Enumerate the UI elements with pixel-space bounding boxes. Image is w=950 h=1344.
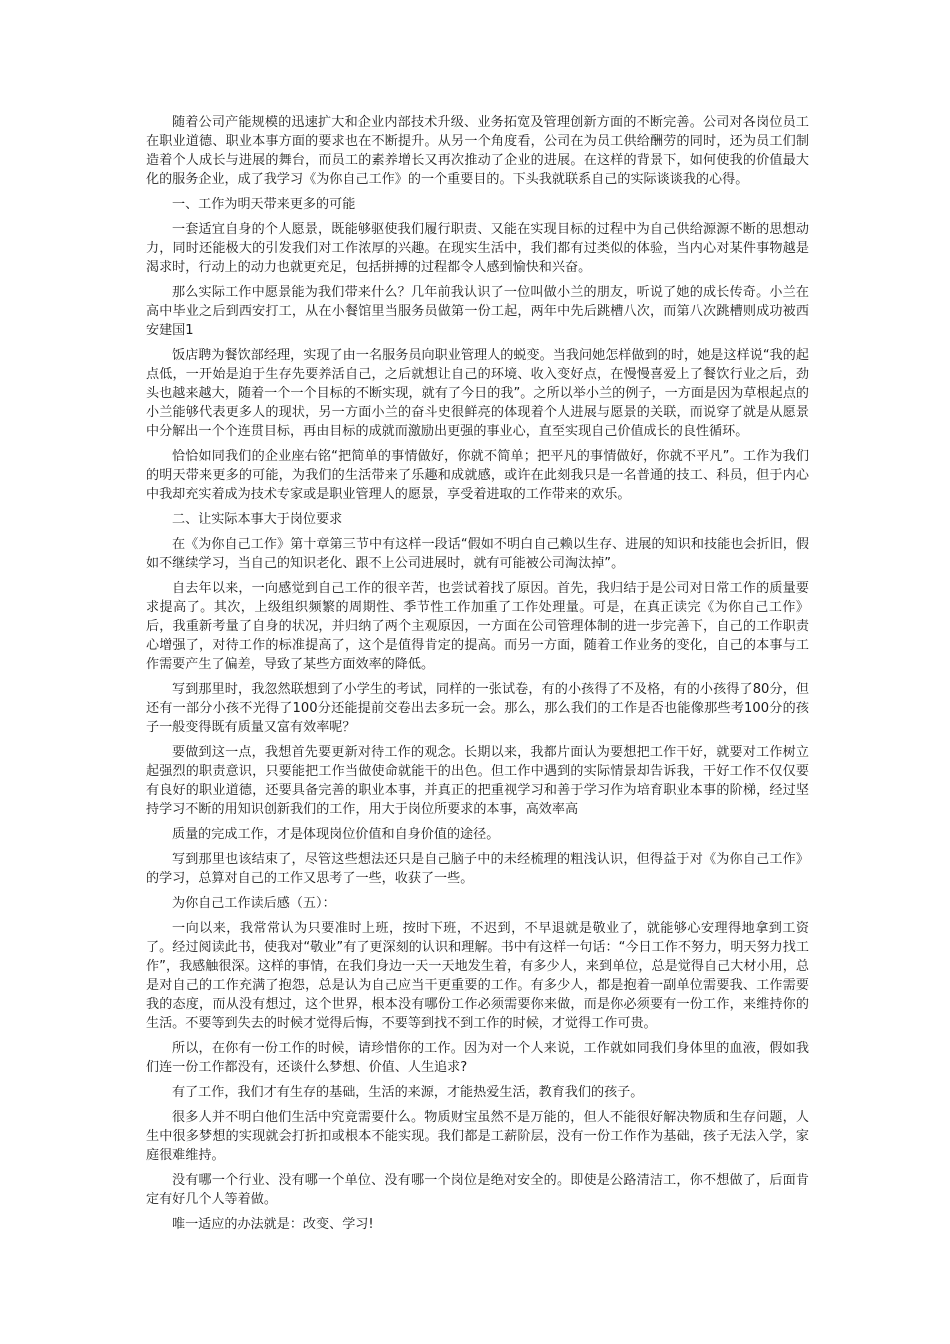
document-body <box>146 113 809 1240</box>
paragraph: 没有哪一个行业、没有哪一个单位、没有哪一个岗位是绝对安全的。即使是公路清洁工，你不想做了，后面肯定有好几个人等着做。 <box>146 1173 809 1208</box>
paragraph-intro: 随着公司产能规模的迅速扩大和企业内部技术升级、业务拓宽及管理创新方面的不断完善。公司对各岗位员工在职业道德、职业本事方面的要求也在不断提升。从另一个角度看，公司在为员工供给酬劳的同时，还为员工们制造着个人成长与进展的舞台，而员工的素养增长又再次推动了企业的进展。在这样的背景下，如何使我的价值最大化的服务企业，成了我学习《为你自己工作》的一个重要目的。下头我就联系自己的实际谈谈我的心得。 <box>146 115 809 188</box>
paragraph: 很多人并不明白他们生活中究竟需要什么。物质财宝虽然不是万能的，但人不能很好解决物质和生存问题，人生中很多梦想的实现就会打折扣或根本不能实现。我们都是工薪阶层，没有一份工作作为基础，孩子无法入学，家庭很难维持。 <box>146 1110 809 1164</box>
paragraph: 饭店聘为餐饮部经理，实现了由一名服务员向职业管理人的蜕变。当我问她怎样做到的时，她是这样说“我的起点低，一开始是迫于生存先要养活自己，之后就想让自己的环境、收入变好点，在慢慢喜爱上了餐饮行业之后，劲头也越来越大，随着一个一个目标的不断实现，就有了今日的我”。之所以举小兰的例子，一方面是因为草根起点的小兰能够代表更多人的现状，另一方面小兰的奋斗史很鲜亮的体现着个人进展与愿景的关联，而说穿了就是从愿景中分解出一个个连贯目标，再由目标的成就而激励出更强的事业心，直至实现自己价值成长的良性循环。 <box>146 348 809 440</box>
paragraph: 自去年以来，一向感觉到自己工作的很辛苦，也尝试着找了原因。首先，我归结于是公司对日常工作的质量要求提高了。其次，上级组织频繁的周期性、季节性工作加重了工作处理量。可是，在真正读完《为你自己工作》后，我重新考量了自身的状况，并归纳了两个主观原因，一方面在公司管理体制的进一步完善下，自己的工作职责心增强了，对待工作的标准提高了，这个是值得肯定的提高。而另一方面，随着工作业务的变化，自己的本事与工作需要产生了偏差，导致了某些方面效率的降低。 <box>146 581 809 673</box>
paragraph: 写到那里时，我忽然联想到了小学生的考试，同样的一张试卷，有的小孩得了不及格，有的小孩得了80分，但还有一部分小孩不光得了100分还能提前交卷出去多玩一会。那么，那么我们的工作是否也能像那些考100分的孩子一般变得既有质量又富有效率呢？ <box>146 682 809 736</box>
section-heading-3: 为你自己工作读后感（五）： <box>172 896 336 912</box>
paragraph: 恰恰如同我们的企业座右铭“把简单的事情做好，你就不简单；把平凡的事情做好，你就不平凡”。工作为我们的明天带来更多的可能，为我们的生活带来了乐趣和成就感，或许在此刻我只是一名普通的技工、科员，但于内心中我却充实着成为技术专家或是职业管理人的愿景，享受着进取的工作带来的欢乐。 <box>146 449 809 503</box>
paragraph: 要做到这一点，我想首先要更新对待工作的观念。长期以来，我都片面认为要想把工作干好，就要对工作树立起强烈的职责意识，只要能把工作当做使命就能干的出色。但工作中遇到的实际情景却告诉我，干好工作不仅仅要有良好的职业道德，还要具备完善的职业本事，并真正的把重视学习和善于学习作为培育职业本事的阶梯，经过坚持学习不断的用知识创新我们的工作，用大于岗位所要求的本事，高效率高 <box>146 745 809 818</box>
paragraph: 质量的完成工作，才是体现岗位价值和自身价值的途径。 <box>172 827 500 843</box>
section-heading-2: 二、让实际本事大于岗位要求 <box>172 512 343 528</box>
paragraph: 所以，在你有一份工作的时候，请珍惜你的工作。因为对一个人来说，工作就如同我们身体里的血液，假如我们连一份工作都没有，还谈什么梦想、价值、人生追求? <box>146 1041 809 1076</box>
paragraph: 那么实际工作中愿景能为我们带来什么？几年前我认识了一位叫做小兰的朋友，听说了她的成长传奇。小兰在高中毕业之后到西安打工，从在小餐馆里当服务员做第一份工起，两年中先后跳槽八次，而第八次跳槽则成功被西安建国1 <box>146 285 809 339</box>
paragraph: 在《为你自己工作》第十章第三节中有这样一段话“假如不明白自己赖以生存、进展的知识和技能也会折旧，假如不继续学习，当自己的知识老化、跟不上公司进展时，就有可能被公司淘汰掉”。 <box>146 537 809 572</box>
paragraph: 一套适宜自身的个人愿景，既能够驱使我们履行职责、又能在实现目标的过程中为自己供给源源不断的思想动力，同时还能极大的引发我们对工作浓厚的兴趣。在现实生活中，我们都有过类似的体验，当内心对某件事物越是渴求时，行动上的动力也就更充足，包括拼搏的过程都令人感到愉快和兴奋。 <box>146 222 809 276</box>
section-heading-1: 一、工作为明天带来更多的可能 <box>172 197 356 213</box>
paragraph: 有了工作，我们才有生存的基础，生活的来源，才能热爱生活，教育我们的孩子。 <box>172 1085 644 1101</box>
paragraph: 写到那里也该结束了，尽管这些想法还只是自己脑子中的未经梳理的粗浅认识，但得益于对《为你自己工作》的学习，总算对自己的工作又思考了一些，收获了一些。 <box>146 852 809 887</box>
paragraph-closing: 唯一适应的办法就是：改变、学习! <box>172 1217 374 1233</box>
paragraph: 一向以来，我常常认为只要准时上班，按时下班，不迟到，不早退就是敬业了，就能够心安理得地拿到工资了。经过阅读此书，使我对“敬业”有了更深刻的认识和理解。书中有这样一句话：“今日工作不努力，明天努力找工作”，我感触很深。这样的事情，在我们身边一天一天地发生着，有多少人，来到单位，总是觉得自己大材小用，总是对自己的工作充满了抱怨，总是认为自己应当干更重要的工作。有多少人，都是抱着一副单位需要我、工作需要我的态度，而从没有想过，这个世界，根本没有哪份工作必须需要你来做，而是你必须要有一份工作，来维持你的生活。不要等到失去的时候才觉得后悔，不要等到找不到工作的时候，才觉得工作可贵。 <box>146 921 809 1032</box>
